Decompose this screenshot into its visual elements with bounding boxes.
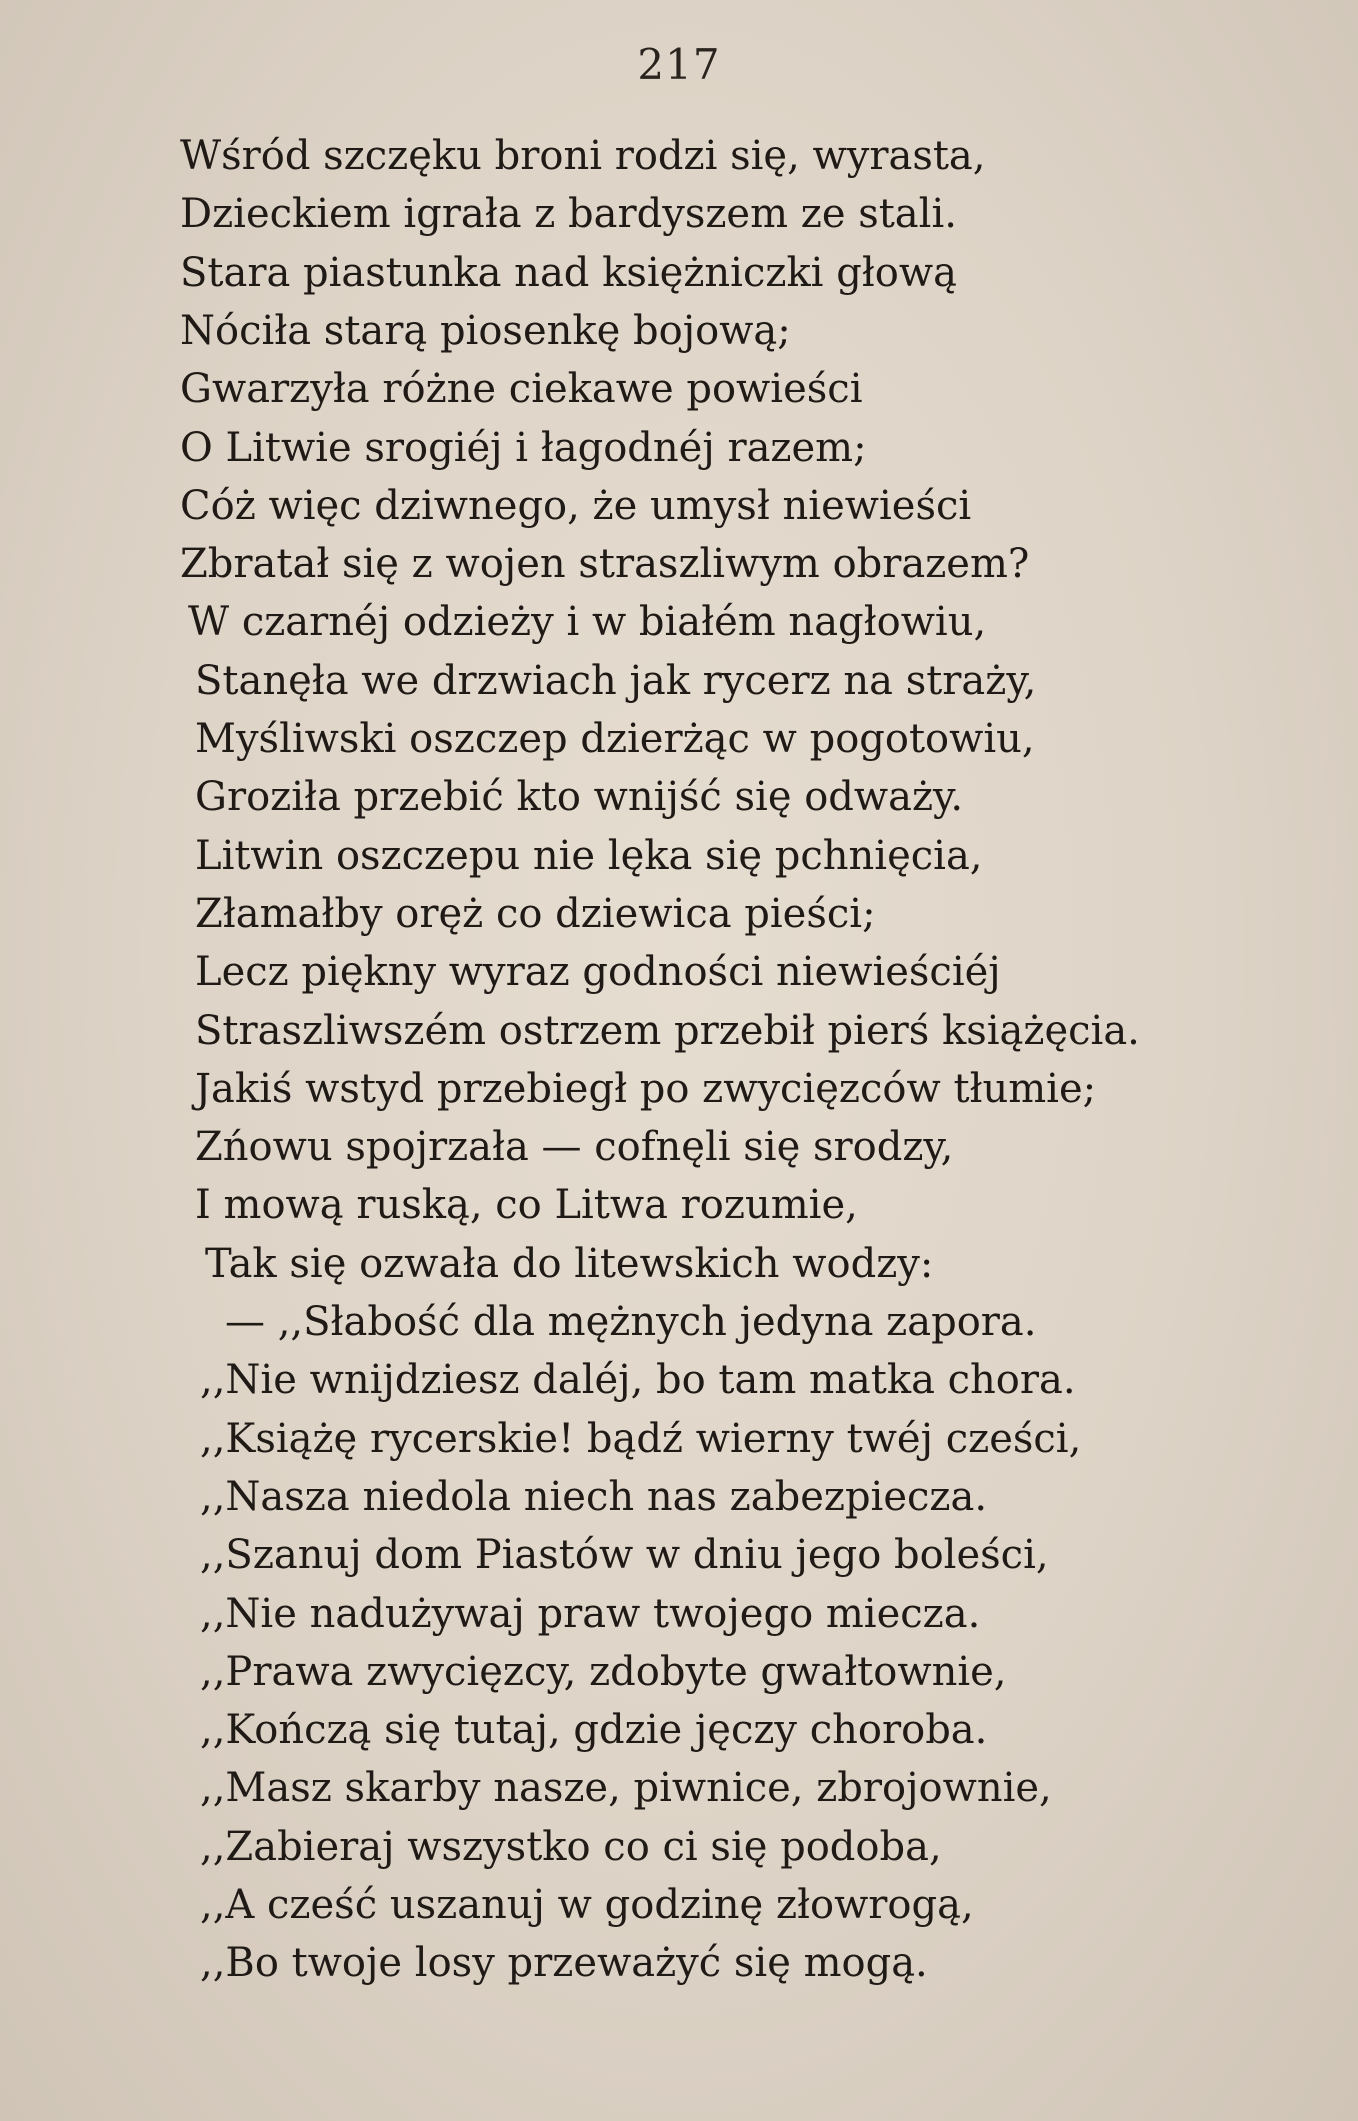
- poem-line: ,,Książę rycerskie! bądź wierny twéj cześci,: [200, 1416, 1082, 1462]
- poem-line: ,,Kończą się tutaj, gdzie jęczy choroba.: [200, 1707, 988, 1753]
- poem-line: I mową ruską, co Litwa rozumie,: [195, 1182, 858, 1228]
- poem-line: Lecz piękny wyraz godności niewieściéj: [195, 949, 1001, 995]
- poem-line: Gwarzyła różne ciekawe powieści: [180, 366, 863, 412]
- poem-line: Jakiś wstyd przebiegł po zwycięzców tłumie;: [195, 1066, 1097, 1112]
- poem-line: W czarnéj odzieży i w białém nagłowiu,: [188, 599, 987, 645]
- poem-line: Tak się ozwała do litewskich wodzy:: [205, 1241, 934, 1287]
- poem-line: Zbratał się z wojen straszliwym obrazem?: [180, 541, 1030, 587]
- poem-line: Myśliwski oszczep dzierżąc w pogotowiu,: [195, 716, 1035, 762]
- poem-line: ,,Zabieraj wszystko co ci się podoba,: [200, 1824, 942, 1870]
- poem-line: Wśród szczęku broni rodzi się, wyrasta,: [180, 133, 986, 179]
- poem-line: Groziła przebić kto wnijść się odważy.: [195, 774, 964, 820]
- poem-line: ,,Bo twoje losy przeważyć się mogą.: [200, 1940, 928, 1986]
- poem-line: Stara piastunka nad księżniczki głową: [180, 250, 957, 296]
- poem-line: ,,Nasza niedola niech nas zabezpiecza.: [200, 1474, 988, 1520]
- poem-line: Straszliwszém ostrzem przebił pierś książęcia.: [195, 1008, 1140, 1054]
- poem-line: ,,Szanuj dom Piastów w dniu jego boleści,: [200, 1532, 1049, 1578]
- poem-line: ,,Nie wnijdziesz daléj, bo tam matka chora.: [200, 1357, 1076, 1403]
- poem-line: ,,A cześć uszanuj w godzinę złowrogą,: [200, 1882, 974, 1928]
- poem-line: Dzieckiem igrała z bardyszem ze stali.: [180, 191, 957, 237]
- poem-line: Złamałby oręż co dziewica pieści;: [195, 891, 876, 937]
- poem-line: ,,Prawa zwycięzcy, zdobyte gwałtownie,: [200, 1649, 1007, 1695]
- page-number: 217: [637, 40, 721, 89]
- poem-line: Stanęła we drzwiach jak rycerz na straży,: [195, 658, 1037, 704]
- poem-line: Litwin oszczepu nie lęka się pchnięcia,: [195, 833, 983, 879]
- poem-line: ,,Masz skarby nasze, piwnice, zbrojownie,: [200, 1765, 1052, 1811]
- poem-line: O Litwie srogiéj i łagodnéj razem;: [180, 425, 867, 471]
- poem-line: ,,Nie nadużywaj praw twojego miecza.: [200, 1591, 981, 1637]
- poem-line: Zńowu spojrzała — cofnęli się srodzy,: [195, 1124, 954, 1170]
- poem-line: Cóż więc dziwnego, że umysł niewieści: [180, 483, 972, 529]
- poem-line: — ,,Słabość dla mężnych jedyna zapora.: [225, 1299, 1037, 1345]
- poem-line: Nóciła starą piosenkę bojową;: [180, 308, 791, 354]
